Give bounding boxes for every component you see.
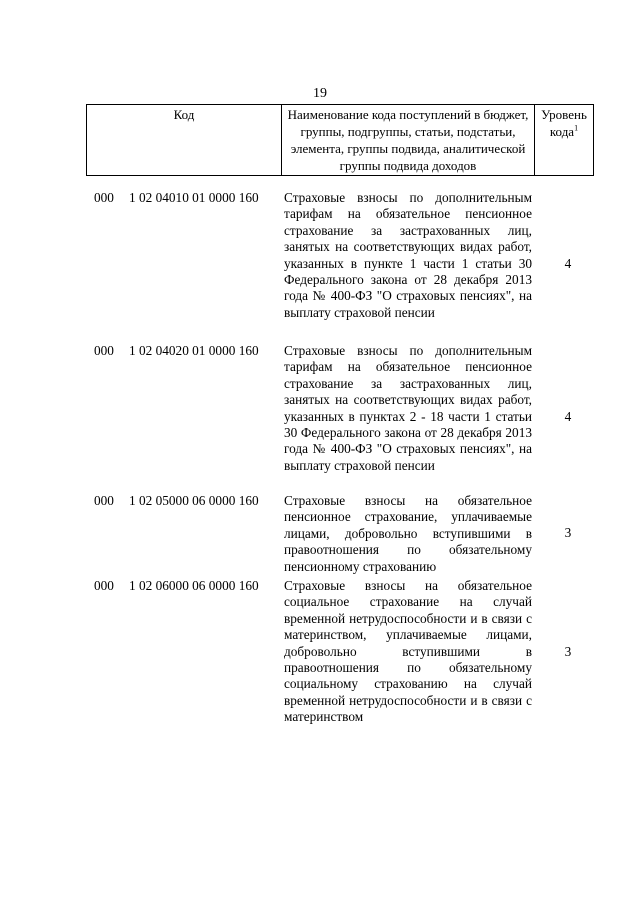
code-level: 4 [564, 256, 572, 271]
income-code: 1 02 05000 06 0000 160 [129, 493, 259, 508]
income-code: 1 02 04020 01 0000 160 [129, 343, 259, 358]
income-name: Страховые взносы на обязательное социальное страхование на случай временной нетрудоспособности и в связи с материнством, уплачиваемые лицами, добровольно вступившими в правоотношения по обязательному социальному страхованию на случай временной нетрудоспособности и в связи с материнством [284, 578, 532, 725]
admin-code: 000 [94, 190, 114, 205]
income-code: 1 02 04010 01 0000 160 [129, 190, 259, 205]
table-body [86, 190, 606, 728]
table-row [86, 190, 606, 343]
table-row [86, 578, 606, 728]
header-code: Код [87, 105, 282, 176]
header-name: Наименование кода поступлений в бюджет, группы, подгруппы, статьи, подстатьи, элемента, группы подвида, аналитической группы подвида доходов [282, 105, 535, 176]
income-name: Страховые взносы по дополнительным тарифам на обязательное пенсионное страхование за застрахованных лиц, занятых на соответствующих видах работ, указанных в пунктах 2 - 18 части 1 статьи 30 Федерального закона от 28 декабря 2013 года № 400-ФЗ "О страховых пенсиях", на выплату страховой пенсии [284, 343, 532, 473]
header-level-cell [535, 105, 594, 176]
admin-code: 000 [94, 343, 114, 358]
header-level: Уровень кода [541, 107, 587, 139]
code-level: 3 [564, 644, 572, 659]
admin-code: 000 [94, 493, 114, 508]
table-row [86, 343, 606, 493]
income-name: Страховые взносы на обязательное пенсионное страхование, уплачиваемые лицами, добровольно вступившими в правоотношения по обязательному пенсионному страхованию [284, 493, 532, 574]
admin-code: 000 [94, 578, 114, 593]
header-level-footnote: 1 [574, 123, 579, 133]
income-code: 1 02 06000 06 0000 160 [129, 578, 259, 593]
code-level: 4 [564, 409, 572, 424]
table-row [86, 493, 606, 578]
page-number: 19 [313, 86, 327, 101]
code-level: 3 [564, 525, 572, 540]
income-name: Страховые взносы по дополнительным тарифам на обязательное пенсионное страхование за застрахованных лиц, занятых на соответствующих видах работ, указанных в пункте 1 части 1 статьи 30 Федерального закона от 28 декабря 2013 года № 400-ФЗ "О страховых пенсиях", на выплату страховой пенсии [284, 190, 532, 320]
table-header [86, 104, 594, 176]
